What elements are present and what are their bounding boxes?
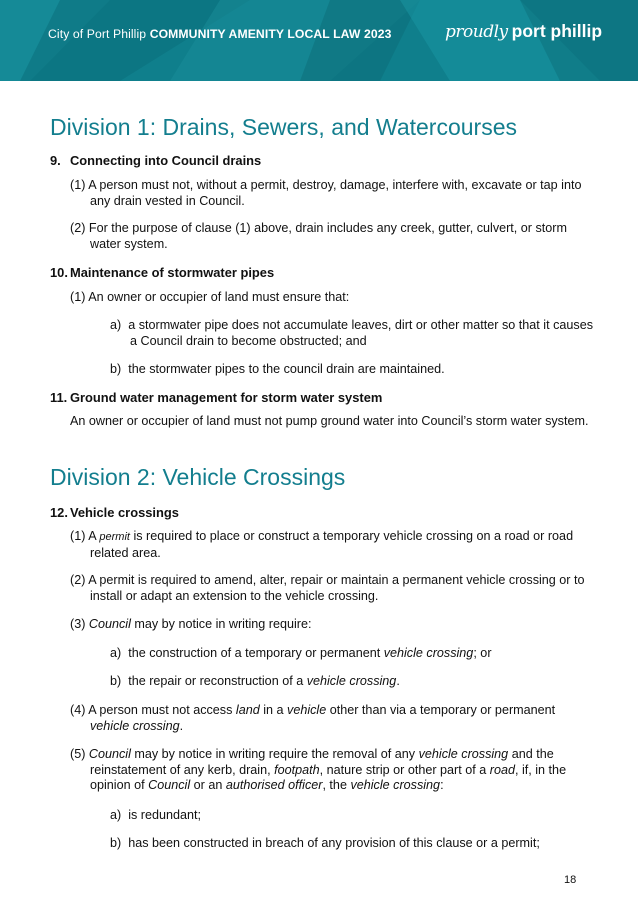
clause-11-number: 11. <box>50 390 68 405</box>
clause-12-sub-2: (2) A permit is required to amend, alter, repair or maintain a permanent vehicle crossing or to install or adapt an extension to the vehicle crossing. <box>70 573 585 603</box>
clause-9-heading <box>50 153 261 168</box>
defined-term-council: Council <box>88 617 131 631</box>
header-title <box>48 27 391 41</box>
clause-10-item-b: b) the stormwater pipes to the council drain are maintained. <box>110 362 445 376</box>
clause-12-number: 12. <box>50 505 68 520</box>
division-2-heading: Division 2: Vehicle Crossings <box>50 464 346 490</box>
clause-9-sub-2: (2) For the purpose of clause (1) above, drain includes any creek, gutter, culvert, or storm water system. <box>70 221 567 251</box>
header-document-title: COMMUNITY AMENITY LOCAL LAW 2023 <box>149 27 392 41</box>
clause-11-heading <box>50 390 382 405</box>
clause-10-sub-1: (1) An owner or occupier of land must ensure that: <box>70 290 350 304</box>
defined-term-permit: permit <box>99 531 130 543</box>
clause-12-sub-3: (3) Council may by notice in writing require: <box>70 617 312 631</box>
clause-12-sub-5-item-a: a) is redundant; <box>110 808 202 822</box>
page-number: 18 <box>564 874 577 886</box>
clause-11-title: Ground water management for storm water system <box>70 390 383 405</box>
clause-9-number: 9. <box>50 153 61 168</box>
clause-12-sub-1: (1) A permit is required to place or construct a temporary vehicle crossing on a road or road related area. <box>70 529 574 560</box>
clause-12-heading <box>50 505 179 520</box>
clause-12-sub-3-item-b: b) the repair or reconstruction of a vehicle crossing. <box>110 674 400 688</box>
page-header <box>0 0 638 81</box>
defined-term-vehicle-crossing: vehicle crossing <box>383 646 474 660</box>
clause-12-sub-5: (5) Council may by notice in writing require the removal of any vehicle crossing and the reinstatement of any kerb, drain, footpath, nature strip or other part of a road, if, in the opinion of Council or an authorised officer, the vehicle crossing: <box>70 747 567 792</box>
defined-term-land: land <box>235 703 260 717</box>
defined-term-vehicle: vehicle <box>287 703 327 717</box>
clause-10-title: Maintenance of stormwater pipes <box>70 265 275 280</box>
header-org: City of Port Phillip <box>48 27 147 41</box>
logo-bold-text: port phillip <box>511 21 603 41</box>
clause-10-number: 10. <box>50 265 68 280</box>
clause-12-title: Vehicle crossings <box>70 505 179 520</box>
clause-10-item-a: a) a stormwater pipe does not accumulate leaves, dirt or other matter so that it causes a Council drain to become obstructed; and <box>110 318 593 348</box>
defined-term-vehicle-crossing: vehicle crossing <box>90 718 180 733</box>
port-phillip-logo <box>445 21 602 51</box>
division-1-heading: Division 1: Drains, Sewers, and Watercourses <box>50 114 517 140</box>
clause-12-sub-4: (4) A person must not access land in a vehicle other than via a temporary or permanent vehicle crossing. <box>70 703 556 733</box>
logo-script-text: proudly <box>445 22 508 42</box>
clause-12-sub-5-item-b: b) has been constructed in breach of any provision of this clause or a permit; <box>110 836 540 850</box>
clause-12-sub-3-item-a: a) the construction of a temporary or permanent vehicle crossing; or <box>110 646 492 660</box>
clause-9-title: Connecting into Council drains <box>70 153 262 168</box>
defined-term-vehicle-crossing: vehicle crossing <box>306 674 397 688</box>
clause-11-text: An owner or occupier of land must not pump ground water into Council’s storm water system. <box>70 414 589 428</box>
clause-9-sub-1: (1) A person must not, without a permit, destroy, damage, interfere with, excavate or tap into any drain vested in Council. <box>70 178 582 208</box>
clause-10-heading <box>50 265 274 280</box>
